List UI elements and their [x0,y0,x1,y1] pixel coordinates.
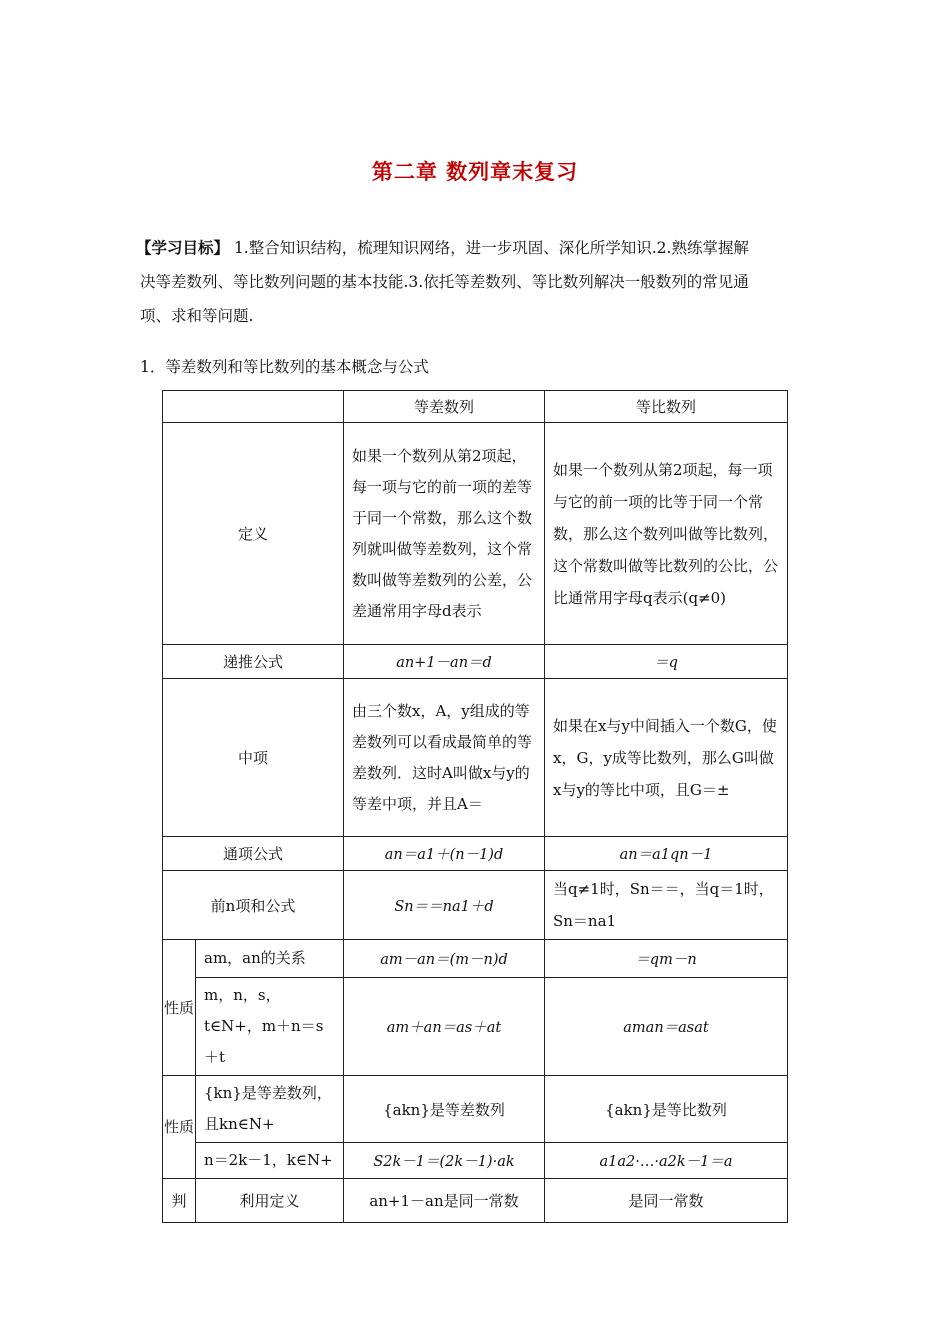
table-row [163,978,788,1076]
table-row [163,645,788,679]
prop2-geo: aman＝asat [545,978,788,1076]
row-label-property: 性质 [163,940,196,1076]
prop4-geo: a1a2·…·a2k－1＝a [545,1143,788,1179]
table-row [163,1076,788,1143]
prop3-geo: {akn}是等比数列 [545,1076,788,1143]
mid-geo: 如果在x与y中间插入一个数G，使x，G，y成等比数列，那么G叫做x与y的等比中项，且G＝± [545,679,788,837]
row-label-judge: 判 [163,1179,196,1223]
header-geo: 等比数列 [545,391,788,423]
table-row [163,1179,788,1223]
prop1-geo: ＝qm－n [545,940,788,978]
rec-arith: an+1－an＝d [344,645,545,679]
table-row [163,423,788,645]
def-arith: 如果一个数列从第2项起，每一项与它的前一项的差等于同一个常数，那么这个数列就叫做等差数列，这个常数叫做等差数列的公差，公差通常用字母d表示 [344,423,545,645]
table-row [163,391,788,423]
table-row [163,871,788,940]
row-label-sum: 前n项和公式 [163,871,344,940]
page-title: 第二章 数列章末复习 [371,160,579,184]
section-heading: 1．等差数列和等比数列的基本概念与公式 [140,358,429,376]
row-label-general-term: 通项公式 [163,837,344,871]
prop3-arith: {akn}是等差数列 [344,1076,545,1143]
learning-goals [136,231,818,333]
prop1-arith: am－an＝(m－n)d [344,940,545,978]
goals-label: 【学习目标】 [136,239,230,257]
def-geo: 如果一个数列从第2项起，每一项与它的前一项的比等于同一个常数，那么这个数列叫做等比数列，这个常数叫做等比数列的公比，公比通常用字母q表示(q≠0) [545,423,788,645]
rec-geo: ＝q [545,645,788,679]
prop2-arith: am＋an＝as＋at [344,978,545,1076]
goals-line-1: 1.整合知识结构，梳理知识网络，进一步巩固、深化所学知识.2.熟练掌握解 [229,239,749,257]
gen-arith: an＝a1＋(n－1)d [344,837,545,871]
sum-arith: Sn＝＝na1＋d [344,871,545,940]
row-label-definition: 定义 [163,423,344,645]
judge1-geo: 是同一常数 [545,1179,788,1223]
row-label-middle-term: 中项 [163,679,344,837]
header-cell-empty [163,391,344,423]
judge1-arith: an+1－an是同一常数 [344,1179,545,1223]
judge1-label: 利用定义 [196,1179,344,1223]
gen-geo: an＝a1qn－1 [545,837,788,871]
formula-table [162,390,788,1223]
header-arith: 等差数列 [344,391,545,423]
table-row [163,1143,788,1179]
table-row [163,679,788,837]
row-label-property-2: 性质 [163,1076,196,1179]
table-row [163,940,788,978]
sum-geo: 当q≠1时，Sn＝＝，当q＝1时，Sn＝na1 [545,871,788,940]
mid-arith: 由三个数x，A，y组成的等差数列可以看成最简单的等差数列．这时A叫做x与y的等差中项，并且A＝ [344,679,545,837]
prop2-label: m，n，s，t∈N+，m＋n＝s＋t [196,978,344,1076]
goals-line-3: 项、求和等问题. [140,307,254,325]
prop4-label: n＝2k－1，k∈N+ [196,1143,344,1179]
table-row [163,837,788,871]
prop3-label: {kn}是等差数列，且kn∈N+ [196,1076,344,1143]
prop1-label: am，an的关系 [196,940,344,978]
goals-line-2: 决等差数列、等比数列问题的基本技能.3.依托等差数列、等比数列解决一般数列的常见通 [140,273,749,291]
row-label-recursion: 递推公式 [163,645,344,679]
prop4-arith: S2k－1＝(2k－1)·ak [344,1143,545,1179]
